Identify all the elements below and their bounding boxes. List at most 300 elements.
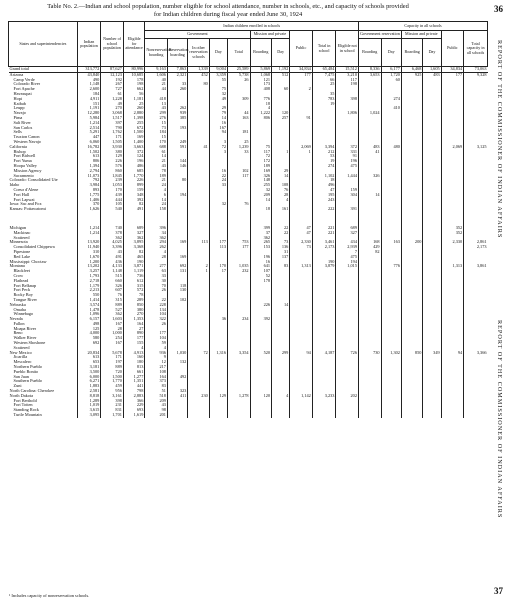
table-cell: 326 [101,283,124,288]
table-cell: 169 [167,255,187,260]
table-cell: 491 [101,255,124,260]
table-cell: 1,883 [77,384,101,389]
running-head-top [491,40,507,300]
row-label: Tongue River [13,297,37,302]
table-cell: 276 [145,116,168,121]
table-cell: 1,806 [336,111,359,116]
table-cell: 3 [209,140,227,145]
table-cell: 1,148 [77,82,101,87]
table-cell [77,212,101,226]
table-cell: 7 [336,250,359,255]
col-cap-mp-boarding: Boarding [401,39,422,67]
table-cell: 170 [209,264,227,269]
table-cell: 230 [188,394,209,399]
table-cell: 304 [336,193,359,198]
table-cell: 4,133 [101,264,124,269]
table-cell: 1,035 [228,264,251,269]
table-cell: 660 [101,279,124,284]
table-cell: 178 [123,78,144,83]
table-cell: 55 [209,78,227,83]
table-cell: 72 [188,351,209,356]
col-states: States and superintendencies [9,22,78,67]
row-label: Omaha [13,307,26,312]
table-cell [228,413,251,418]
table-cell: 159 [123,188,144,193]
table-cell: 73 [290,245,313,250]
table-cell: 3 [209,150,227,155]
row-label: Colorado: Consolidated Ute [9,178,58,183]
table-cell [250,413,271,418]
table-cell: 4 [123,346,144,351]
table-cell: 76 [101,293,124,298]
table-cell: 113 [188,240,209,245]
table-cell: 265 [250,240,271,245]
row-label: Western Navajo [13,139,41,144]
table-cell: 70 [145,283,168,288]
table-cell [209,413,227,418]
table-cell: 262 [145,245,168,250]
table-cell: 418 [145,97,168,102]
group-mission-private: Mission and private [250,31,290,39]
table-cell: 3,663 [123,145,144,150]
col-total-in-school: Total in school [312,31,336,67]
table-cell: 91 [290,116,313,121]
table-cell: 362 [123,236,144,241]
table-cell [423,212,441,226]
table-cell [401,413,422,418]
table-cell: 158 [145,207,168,212]
table-cell: 3,895 [123,240,144,245]
table-cell: 34,834 [290,67,313,73]
table-cell: 4 [250,106,271,111]
table-cell: 14 [250,198,271,203]
table-cell: 1,000 [101,331,124,336]
table-cell: 12,123 [101,72,124,77]
table-cell: 18 [312,178,336,183]
table-cell: 299 [145,111,168,116]
table-cell: 102 [167,298,187,303]
table-cell: 850 [401,351,422,356]
table-cell: 226 [123,178,144,183]
table-cell: 231 [101,403,124,408]
table-cell: 727 [101,87,124,92]
table-cell: 194 [336,259,359,264]
table-cell: 255 [123,121,144,126]
table-cell: 168 [358,240,381,245]
table-cell: 102 [228,169,251,174]
table-cell: 11,940 [77,245,101,250]
row-label: Scattered [13,345,30,350]
table-cell: 255 [250,183,271,188]
table-cell: 1,313 [290,264,313,269]
table-cell [188,413,209,418]
table-cell: 1,845 [101,174,124,179]
col-cap-mp-day: Day [423,39,441,67]
table-cell: 613 [77,355,101,360]
table-cell: 16 [209,121,227,126]
row-label: Walker River [13,336,37,341]
table-cell: 465 [123,255,144,260]
table-cell: 33 [209,183,227,188]
col-cap-boarding: Boarding [358,39,381,67]
table-cell: 129 [101,154,124,159]
table-cell: 136 [272,245,290,250]
table-cell: 348 [123,193,144,198]
table-cell: 164 [123,322,144,327]
table-cell: 125 [77,327,101,332]
table-cell: 1,191 [77,106,101,111]
table-cell: 260 [167,87,187,92]
table-cell: 689 [123,226,144,231]
row-label: Kansas: Pottawatomi [9,207,46,212]
table-cell [358,212,381,226]
table-cell: 167 [101,322,124,327]
table-cell: 1,762 [101,130,124,135]
table-cell: 2,581 [77,389,101,394]
table-cell: 392 [123,198,144,203]
row-label: New Mexico [9,350,32,355]
table-cell: 267 [101,82,124,87]
col-mp-boarding: Boarding [250,39,271,67]
table-cell: 956 [101,389,124,394]
table-cell: 370 [77,202,101,207]
table-cell: 1,239 [228,145,251,150]
table-cell: 309 [228,97,251,102]
table-cell: 78 [145,169,168,174]
row-label: Fort Berthold [13,398,37,403]
table-cell: 4 [145,188,168,193]
table-cell: 193 [167,126,187,131]
row-label: North Dakota [9,393,34,398]
table-cell: 6,000 [77,375,101,380]
table-cell: 177 [441,72,464,77]
table-cell: 107 [250,269,271,274]
table-cell: 352 [441,226,464,231]
table-cell: 490 [77,78,101,83]
table-cell: 398 [101,399,124,404]
table-cell: 262 [167,106,187,111]
table-cell: 180 [123,360,144,365]
table-cell: 194 [167,193,187,198]
table-cell: 399 [250,226,271,231]
row-label: Fort Yuma [13,159,32,164]
table-cell: 108 [272,183,290,188]
table-cell: 22 [272,226,290,231]
table-cell: 1,793 [77,274,101,279]
row-label: Iowa: Sac and Fox [9,202,42,207]
table-cell: 9,163 [145,67,168,73]
table-cell: 14 [209,116,227,121]
table-cell: 36 [209,317,227,322]
table-cell [250,212,271,226]
table-cell: 2,330 [441,240,464,245]
table-cell: 8,336 [358,67,381,73]
table-cell: 4 [145,346,168,351]
table-cell: 226 [101,159,124,164]
table-cell: 1,775 [77,193,101,198]
table-cell: 104 [145,336,168,341]
table-cell: 527 [101,307,124,312]
table-cell: 59 [145,341,168,346]
table-cell: 155 [123,341,144,346]
table-cell: 18 [250,207,271,212]
table-cell: 2,321 [167,72,187,77]
table-cell: 806 [77,159,101,164]
table-cell: 3,500 [77,370,101,375]
table-cell: 813 [123,365,144,370]
table-cell: 693 [123,408,144,413]
group-enrolled: Indian children enrolled in schools [145,22,359,31]
table-cell: 4,000 [77,331,101,336]
row-label: Havasupai [13,91,32,97]
table-cell: 391 [336,207,359,212]
table-cell [312,212,336,226]
table-cell: 1,214 [77,121,101,126]
table-cell: 483 [358,145,381,150]
table-cell: 1,302 [381,351,401,356]
table-cell: 44 [145,87,168,92]
table-cell: 33 [167,82,187,87]
col-public: Public [290,31,313,67]
row-label: Truxton Canon [13,135,40,140]
row-label: Leupp [13,106,25,111]
row-label: Scattered [13,235,30,240]
table-cell: 60 [381,78,401,83]
row-label: Jicarilla [13,355,28,360]
table-cell [441,212,464,226]
table-cell [381,413,401,418]
table-cell: 196 [336,159,359,164]
table-cell: 392 [250,317,271,322]
table-cell: 76 [272,188,290,193]
table-cell: 24 [145,183,168,188]
table-cell: 10,685 [123,72,144,77]
table-cell: 294 [145,240,168,245]
row-label: Fort Hall [13,192,30,197]
table-cell: 131 [167,269,187,274]
table-cell: 8,818 [77,394,101,399]
table-cell: 87,627 [101,67,124,73]
table-cell: 29 [209,106,227,111]
table-cell: 327 [336,231,359,236]
table-cell: 26 [145,322,168,327]
table-cell: 274 [381,97,401,102]
table-cell: 515 [101,274,124,279]
table-cell: 3,366 [464,351,488,356]
table-cell: 49 [101,102,124,107]
table-cell: 486 [123,164,144,169]
table-cell: 222 [312,207,336,212]
table-cell: 113 [209,245,227,250]
table-cell: 362 [101,236,124,241]
table-cell: 4,911 [77,97,101,102]
table-cell: 25 [123,102,144,107]
table-cell: 43 [145,403,168,408]
table-cell: 498 [77,322,101,327]
table-gap [9,212,488,226]
table-cell: 2 [188,264,209,269]
table-cell: 169 [167,240,187,245]
row-label: Camp Verde [13,77,35,82]
table-cell: 25 [312,82,336,87]
table-cell: 118 [167,283,187,288]
row-label: San Juan [13,374,29,379]
table-cell: 672 [123,126,144,131]
table-cell: 475 [336,255,359,260]
table-cell: 2,330 [290,240,313,245]
table-cell: 243 [312,198,336,203]
table-cell: 3,095 [77,413,101,418]
table-cell: 1,024 [358,111,381,116]
table-cell: 200 [401,240,422,245]
row-label: Navajo [13,111,26,116]
table-cell: 1,478 [77,307,101,312]
table-cell: 1,444 [336,174,359,179]
table-cell: 3,930 [101,145,124,150]
table-cell: 4 [272,198,290,203]
table-cell: 1,603 [101,317,124,322]
table-cell: 362 [101,312,124,317]
table-cell: 228 [145,303,168,308]
table-cell: 15 [145,135,168,140]
row-label: Western Shoshone [13,341,46,346]
table-cell: 209 [250,193,271,198]
table-cell: 1,502 [77,150,101,155]
table-cell: 2,883 [123,394,144,399]
table-cell: 3,354 [228,351,251,356]
table-cell: 730 [358,351,381,356]
table-cell: 1,770 [101,379,124,384]
table-cell: 177 [209,240,227,245]
table-cell: 24 [209,178,227,183]
table-cell: 153 [250,245,271,250]
table-cell: 1,394 [77,164,101,169]
table-cell: 299 [272,351,290,356]
table-cell: 4,913 [123,351,144,356]
table-cell: 1,228 [101,97,124,102]
table-cell: 164 [145,375,168,380]
row-label: Hoopa Valley [13,163,37,168]
table-cell: 1,626 [77,207,101,212]
table-cell: 1,119 [123,269,144,274]
table-cell: 1,278 [228,394,251,399]
row-label: Reno [13,331,23,336]
table-cell: 221 [312,226,336,231]
table-cell: 80,996 [123,67,144,73]
table-cell: 726 [336,351,359,356]
table-cell: 3,461 [312,240,336,245]
table-cell: 144 [167,159,187,164]
table-cell: 550 [77,293,101,298]
table-cell: 66 [312,78,336,83]
table-cell: 61 [101,92,124,97]
table-cell: 326 [250,174,271,179]
table-cell: 1,414 [77,298,101,303]
table-cell: 6,157 [77,317,101,322]
row-label: Fort Apache [13,87,35,92]
table-cell: 3,359 [209,72,227,77]
table-cell: 75 [250,145,271,150]
table-cell: 1,030 [167,351,187,356]
col-other-res: In other reservation schools [188,39,209,67]
table-cell: 177 [228,245,251,250]
table-cell: 798 [123,389,144,394]
table-cell: 1,277 [123,375,144,380]
row-label: Moapa River [13,326,37,331]
row-label: Sells [13,130,22,135]
table-cell: 28 [272,193,290,198]
table-cell: 161 [272,207,290,212]
table-cell: 1,701 [101,413,124,418]
table-cell: 6,060 [77,140,101,145]
table-cell: 47 [312,188,336,193]
table-cell: 1,192 [272,67,290,73]
table-cell: 1,670 [77,255,101,260]
table-cell: 576 [101,164,124,169]
table-cell: 28 [101,327,124,332]
table-cell: 192 [101,78,124,83]
table-cell: 685 [123,169,144,174]
table-cell: 146 [167,164,187,169]
row-label: Rocky Boy [13,293,33,298]
table-cell: 22 [145,298,168,303]
table-cell: 410 [381,106,401,111]
table-cell: 257 [272,116,290,121]
table-cell: 13,920 [77,240,101,245]
table-cell [272,413,290,418]
table-cell: 378 [101,231,124,236]
table-cell: 5,738 [228,72,251,77]
row-label: Mission Agency [13,168,42,173]
table-cell: 349 [423,351,441,356]
table-cell: 792 [77,178,101,183]
table-cell: 2,794 [77,169,101,174]
table-cell: 198 [336,82,359,87]
table-cell: 889 [101,303,124,308]
table-cell [290,212,313,226]
table-cell: 28 [145,255,168,260]
table-cell: 104 [145,312,168,317]
table-cell: 184 [145,130,168,135]
table-cell: 692 [167,264,187,269]
table-cell: 436 [101,259,124,264]
group-capacity: Capacity in all schools [358,22,487,31]
table-cell: 202 [336,394,359,399]
table-cell: 82 [123,250,144,255]
row-label: Colorado River [13,82,41,87]
table-cell: 120 [272,111,290,116]
table-cell: 169 [123,135,144,140]
col-day: Day [209,39,227,67]
table-cell: 372 [123,150,144,155]
table-cell: 98 [145,408,168,413]
table-cell: 3,394 [312,145,336,150]
table-cell: 15 [145,121,168,126]
table-cell [209,212,227,226]
col-total-capacity: Total capacity in all schools [464,31,488,67]
table-cell: 34,834 [441,67,464,73]
table-cell: 439 [101,193,124,198]
col-mp-day: Day [272,39,290,67]
table-cell: 171 [101,135,124,140]
table-cell: 170 [145,140,168,145]
table-cell: 491 [123,207,144,212]
table-cell: 315 [101,298,124,303]
table-cell: 209 [145,399,168,404]
table-cell: 899 [123,183,144,188]
table-cell: 173 [250,82,271,87]
table-cell: 14 [145,154,168,159]
